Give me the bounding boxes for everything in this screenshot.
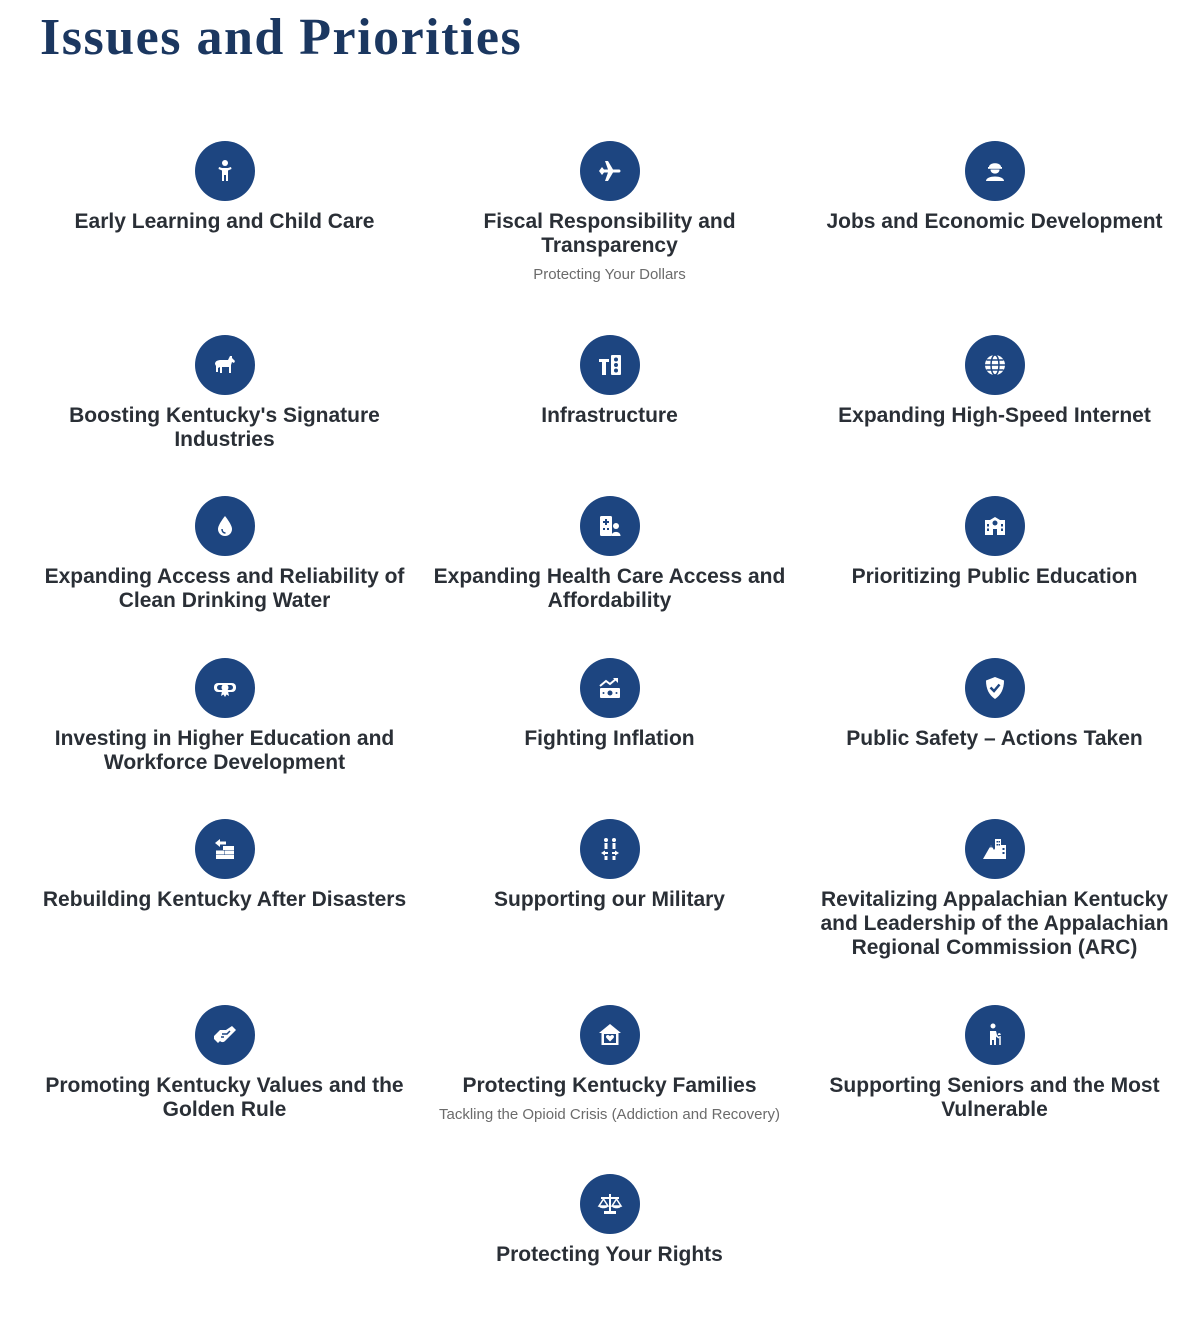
- issue-signature-industries[interactable]: [32, 335, 417, 452]
- issue-kentucky-families[interactable]: [417, 1005, 802, 1124]
- people-arrows-icon: [580, 819, 640, 879]
- diploma-icon: [195, 658, 255, 718]
- handshake-icon: [195, 1005, 255, 1065]
- mountain-city-icon: [965, 819, 1025, 879]
- issue-label: Public Safety – Actions Taken: [846, 727, 1143, 750]
- issue-label: Expanding High-Speed Internet: [838, 404, 1151, 427]
- issue-fighting-inflation[interactable]: [417, 658, 802, 751]
- issue-label: Prioritizing Public Education: [851, 565, 1138, 588]
- traffic-light-icon: [580, 335, 640, 395]
- issue-subtitle: Protecting Your Dollars: [533, 266, 686, 283]
- issue-rebuilding[interactable]: [32, 819, 417, 912]
- worker-icon: [965, 141, 1025, 201]
- house-heart-icon: [580, 1005, 640, 1065]
- issue-public-education[interactable]: [802, 496, 1187, 589]
- issue-label: Fighting Inflation: [524, 727, 695, 750]
- issue-label: Revitalizing Appalachian Kentucky and Leadership of the Appalachian Regional Commission (ARC): [820, 888, 1169, 959]
- issue-label: Infrastructure: [541, 404, 678, 427]
- issue-higher-education[interactable]: [32, 658, 417, 775]
- scale-icon: [580, 1174, 640, 1234]
- money-trend-icon: [580, 658, 640, 718]
- issue-drinking-water[interactable]: [32, 496, 417, 613]
- issue-label: Supporting our Military: [494, 888, 725, 911]
- issue-label: Investing in Higher Education and Workforce Development: [54, 727, 395, 774]
- issue-appalachian[interactable]: [802, 819, 1187, 960]
- issue-label: Rebuilding Kentucky After Disasters: [42, 888, 407, 911]
- issue-fiscal-responsibility[interactable]: [417, 141, 802, 284]
- issue-label: Expanding Access and Reliability of Clean Drinking Water: [44, 565, 405, 612]
- airplane-icon: [580, 141, 640, 201]
- water-drop-icon: [195, 496, 255, 556]
- issue-label: Protecting Your Rights: [496, 1243, 723, 1266]
- issue-label: Early Learning and Child Care: [74, 210, 375, 233]
- school-icon: [965, 496, 1025, 556]
- issue-infrastructure[interactable]: [417, 335, 802, 428]
- issue-military[interactable]: [417, 819, 802, 912]
- issue-jobs[interactable]: [802, 141, 1187, 234]
- issue-internet[interactable]: [802, 335, 1187, 428]
- page-title: Issues and Priorities: [40, 9, 523, 66]
- shield-check-icon: [965, 658, 1025, 718]
- issue-label: Protecting Kentucky Families: [462, 1074, 757, 1097]
- issue-early-learning[interactable]: [32, 141, 417, 234]
- issue-label: Supporting Seniors and the Most Vulnerable: [829, 1074, 1160, 1121]
- issue-label: Boosting Kentucky's Signature Industries: [69, 404, 380, 451]
- issue-label: Fiscal Responsibility and Transparency: [483, 210, 736, 257]
- issue-label: Expanding Health Care Access and Affordability: [433, 565, 786, 612]
- issue-label: Promoting Kentucky Values and the Golden Rule: [45, 1074, 404, 1121]
- issue-kentucky-values[interactable]: [32, 1005, 417, 1122]
- globe-icon: [965, 335, 1025, 395]
- issue-subtitle: Tackling the Opioid Crisis (Addiction and Recovery): [439, 1106, 780, 1123]
- person-cane-icon: [965, 1005, 1025, 1065]
- issue-label: Jobs and Economic Development: [826, 210, 1163, 233]
- issue-your-rights[interactable]: [417, 1174, 802, 1267]
- issue-public-safety[interactable]: [802, 658, 1187, 751]
- issue-seniors[interactable]: [802, 1005, 1187, 1122]
- issue-health-care[interactable]: [417, 496, 802, 613]
- rebuild-icon: [195, 819, 255, 879]
- child-icon: [195, 141, 255, 201]
- hospital-user-icon: [580, 496, 640, 556]
- horse-icon: [195, 335, 255, 395]
